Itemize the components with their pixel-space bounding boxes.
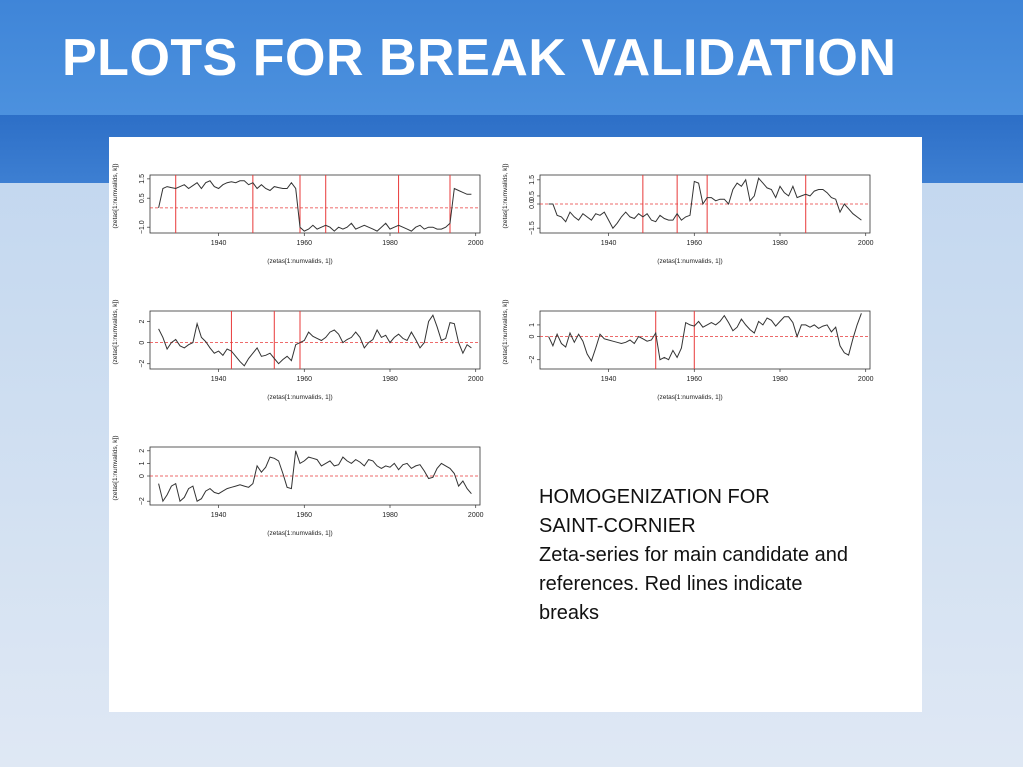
caption	[539, 483, 919, 628]
x-tick-label: 1980	[382, 512, 398, 519]
plot-2	[499, 157, 879, 267]
zeta-series-line	[159, 315, 472, 366]
plot-5	[109, 429, 489, 539]
y-tick-label: 1.5	[529, 174, 536, 185]
caption-line-3: Zeta-series for main candidate and	[539, 544, 849, 566]
x-tick-label: 2000	[857, 240, 874, 247]
x-tick-label: 1960	[296, 376, 313, 383]
plot-4	[499, 293, 879, 403]
zeta-series-line	[549, 313, 862, 361]
zeta-series-line	[159, 181, 472, 231]
y-axis-label: (zetas[1:numvalids, k])	[502, 163, 509, 229]
x-tick-label: 2000	[467, 376, 484, 383]
x-axis-label: (zetas[1:numvalids, 1])	[267, 394, 333, 401]
y-tick-label: 2	[139, 448, 146, 453]
x-tick-label: 1960	[296, 512, 313, 519]
x-tick-label: 2000	[467, 240, 484, 247]
plot-2-svg	[499, 157, 879, 267]
caption-line-2: SAINT-CORNIER	[539, 515, 696, 537]
y-tick-label: 2	[139, 319, 146, 324]
x-tick-label: 1960	[296, 240, 313, 247]
plot-frame	[150, 175, 480, 233]
caption-line-4: references. Red lines indicate	[539, 573, 803, 595]
y-tick-label: −2	[139, 359, 146, 368]
x-tick-label: 1940	[600, 376, 617, 383]
x-tick-label: 2000	[857, 376, 874, 383]
y-tick-label: 0	[139, 340, 146, 345]
y-axis-label: (zetas[1:numvalids, k])	[112, 299, 119, 365]
x-axis-label: (zetas[1:numvalids, 1])	[267, 258, 333, 265]
y-tick-label: 0	[529, 334, 536, 339]
plot-3-svg	[109, 293, 489, 403]
plot-frame	[540, 311, 870, 369]
y-tick-label: 0.5	[139, 193, 146, 204]
zeta-series-line	[549, 178, 862, 228]
y-tick-label: −1.5	[529, 221, 536, 236]
x-axis-label: (zetas[1:numvalids, 1])	[267, 530, 333, 537]
plot-5-svg	[109, 429, 489, 539]
x-axis-label: (zetas[1:numvalids, 1])	[657, 394, 723, 401]
plot-3	[109, 293, 489, 403]
x-tick-label: 1980	[772, 376, 788, 383]
y-tick-label: −2	[529, 355, 536, 364]
x-tick-label: 1960	[686, 240, 703, 247]
plot-frame	[150, 311, 480, 369]
plot-1	[109, 157, 489, 267]
y-tick-label: 1	[529, 322, 536, 327]
x-tick-label: 1940	[210, 512, 227, 519]
plot-1-svg	[109, 157, 489, 267]
x-tick-label: 1940	[600, 240, 617, 247]
caption-line-1: HOMOGENIZATION FOR	[539, 486, 770, 508]
y-tick-label: 0.5	[529, 191, 536, 201]
x-tick-label: 1940	[210, 240, 227, 247]
y-tick-label: 0	[139, 474, 146, 478]
x-tick-label: 1980	[772, 240, 788, 247]
slide-title: PLOTS FOR BREAK VALIDATION	[62, 29, 897, 87]
y-tick-label: −1.0	[139, 220, 146, 235]
x-tick-label: 1980	[382, 376, 398, 383]
caption-line-5: breaks	[539, 602, 600, 624]
y-axis-label: (zetas[1:numvalids, k])	[112, 435, 119, 501]
y-tick-label: −2	[139, 497, 146, 506]
figure-panel	[109, 137, 922, 712]
y-axis-label: (zetas[1:numvalids, k])	[112, 163, 119, 229]
x-tick-label: 2000	[467, 512, 484, 519]
y-tick-label: 1.5	[139, 173, 146, 184]
y-axis-label: (zetas[1:numvalids, k])	[502, 299, 509, 365]
x-tick-label: 1960	[686, 376, 703, 383]
y-tick-label: 0.0	[529, 199, 536, 209]
y-tick-label: 1	[139, 461, 146, 466]
plot-4-svg	[499, 293, 879, 403]
x-tick-label: 1940	[210, 376, 227, 383]
x-axis-label: (zetas[1:numvalids, 1])	[657, 258, 723, 265]
x-tick-label: 1980	[382, 240, 398, 247]
